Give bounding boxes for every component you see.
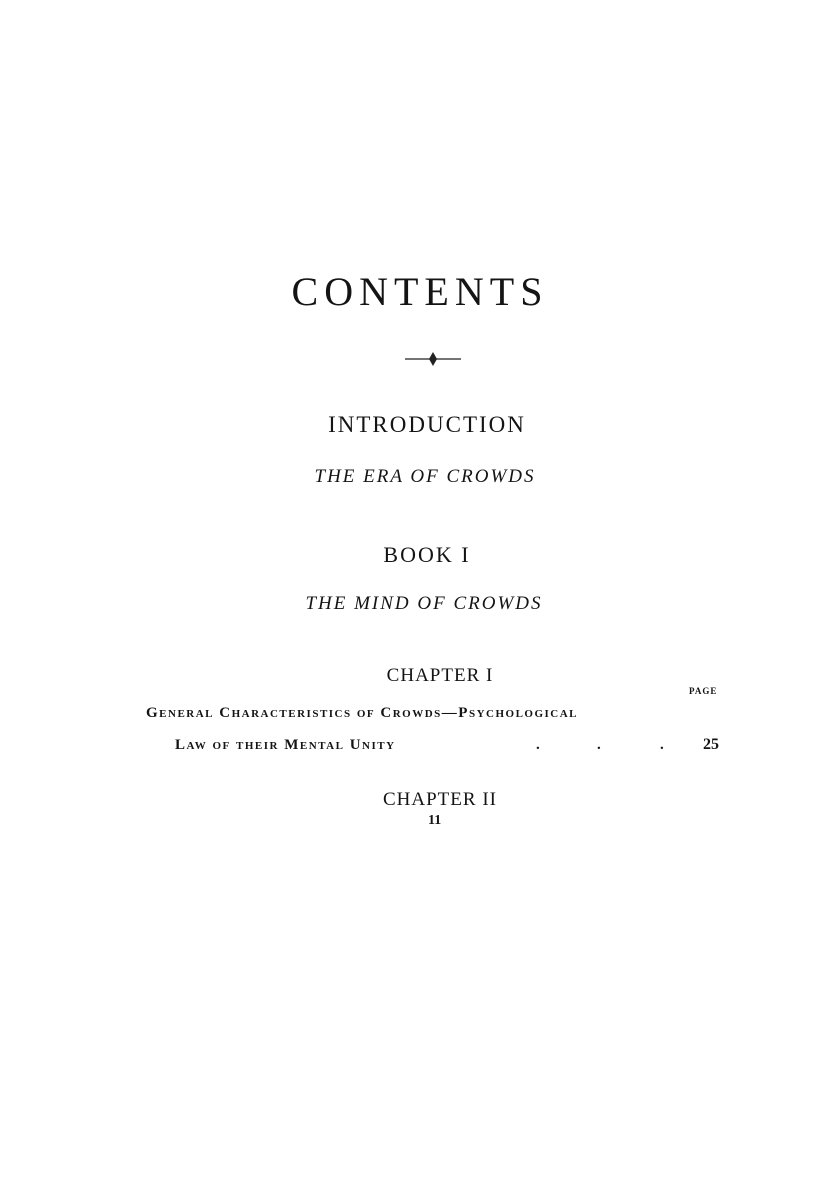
contents-heading: CONTENTS: [291, 269, 549, 314]
introduction-subtitle: THE ERA OF CROWDS: [314, 466, 536, 487]
chapter-1-page: 25: [703, 736, 719, 753]
leader-dot: .: [597, 737, 601, 753]
chapter-1-heading: CHAPTER I: [386, 665, 494, 686]
chapter-1-title-line1: General Characteristics of Crowds—Psychological: [146, 705, 579, 721]
leader-dot: .: [536, 737, 540, 753]
diamond-ornament-icon: [403, 350, 463, 366]
book-subtitle: THE MIND OF CROWDS: [305, 593, 543, 614]
chapter-1-title-line2: Law of their Mental Unity: [175, 737, 396, 753]
book-heading: BOOK I: [383, 542, 471, 567]
introduction-heading: INTRODUCTION: [328, 412, 526, 437]
leader-dot: .: [660, 737, 664, 753]
page-folio: 11: [428, 813, 442, 828]
chapter-2-heading: CHAPTER II: [383, 789, 497, 810]
page-column-label: PAGE: [689, 686, 718, 696]
